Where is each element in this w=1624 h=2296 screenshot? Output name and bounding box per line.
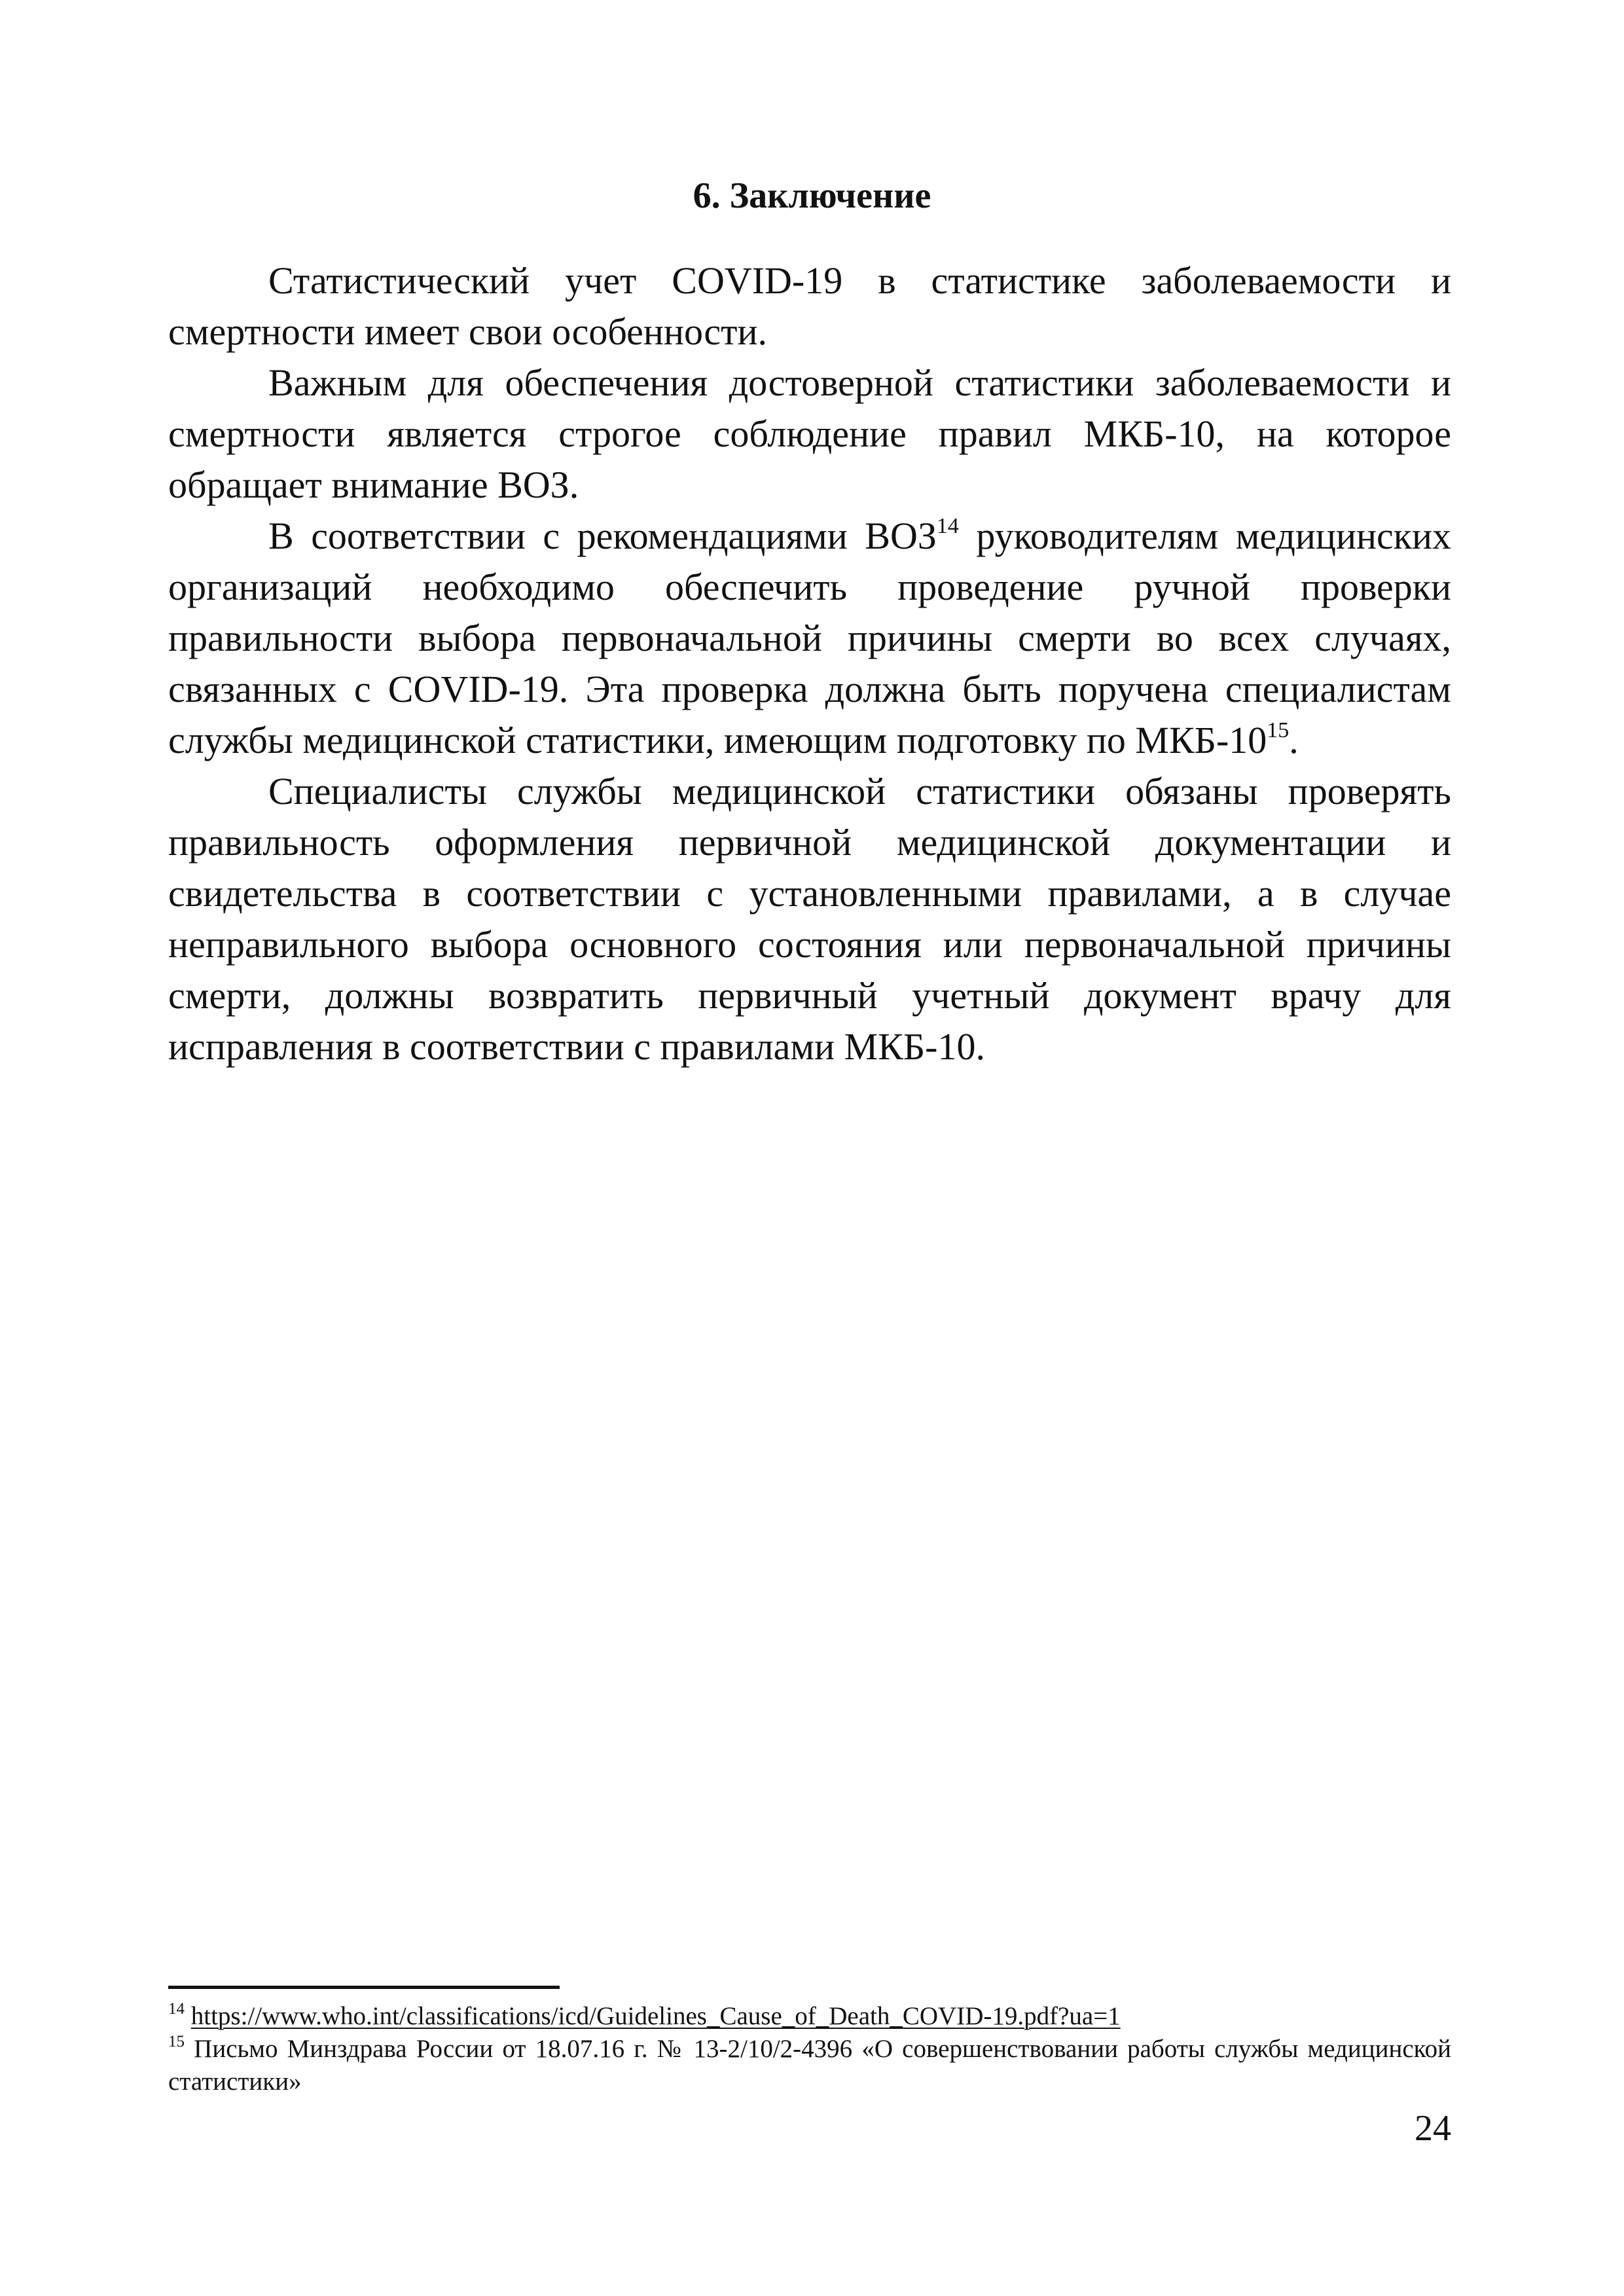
footnotes [168, 2000, 1451, 2098]
paragraph-1: Статистический учет COVID-19 в статистике заболеваемости и смертности имеет свои особенности. [168, 259, 1451, 353]
footnote-text: Письмо Минздрава России от 18.07.16 г. № 13-2/10/2-4396 «О совершенствовании работы службы медицинской статистики» [168, 2035, 1451, 2096]
paragraph-3 [168, 511, 1451, 766]
body-text [168, 255, 1451, 1072]
footnote-number: 15 [168, 2033, 185, 2050]
footnote-15 [168, 2033, 1451, 2098]
paragraph-3-text-part-1: В соответствии с рекомендациями ВОЗ [268, 515, 937, 557]
footnote-number: 14 [168, 2000, 185, 2018]
footnote-14 [168, 2000, 1451, 2033]
page-number: 24 [1415, 2108, 1451, 2149]
footnote-link[interactable]: https://www.who.int/classifications/icd/Guidelines_Cause_of_Death_COVID-19.pdf?ua=1 [190, 2002, 1121, 2030]
footnote-ref-15[interactable]: 15 [1267, 718, 1290, 742]
paragraph-2: Важным для обеспечения достоверной статистики заболеваемости и смертности является строгое соблюдение правил МКБ-10, на которое обращает внимание ВОЗ. [168, 361, 1451, 506]
paragraph-3-text-part-3: . [1289, 719, 1299, 761]
paragraph-3-text-part-2: руководителям медицинских организаций необходимо обеспечить проведение ручной проверки правильности выбора первоначальной причины смерти во всех случаях, связанных с COVID-19. Эта проверка должна быть поручена специалистам службы медицинской статистики, имеющим подготовку по МКБ-10 [168, 515, 1451, 761]
footnote-separator [168, 1986, 560, 1989]
paragraph-4: Специалисты службы медицинской статистики обязаны проверять правильность оформления первичной медицинской документации и свидетельства в соответствии с установленными правилами, а в случае неправильного выбора основного состояния или первоначальной причины смерти, должны возвратить первичный учетный документ врачу для исправления в соответствии с правилами МКБ-10. [168, 770, 1451, 1068]
footnote-ref-14[interactable]: 14 [936, 513, 959, 538]
section-title: 6. Заключение [693, 175, 931, 216]
